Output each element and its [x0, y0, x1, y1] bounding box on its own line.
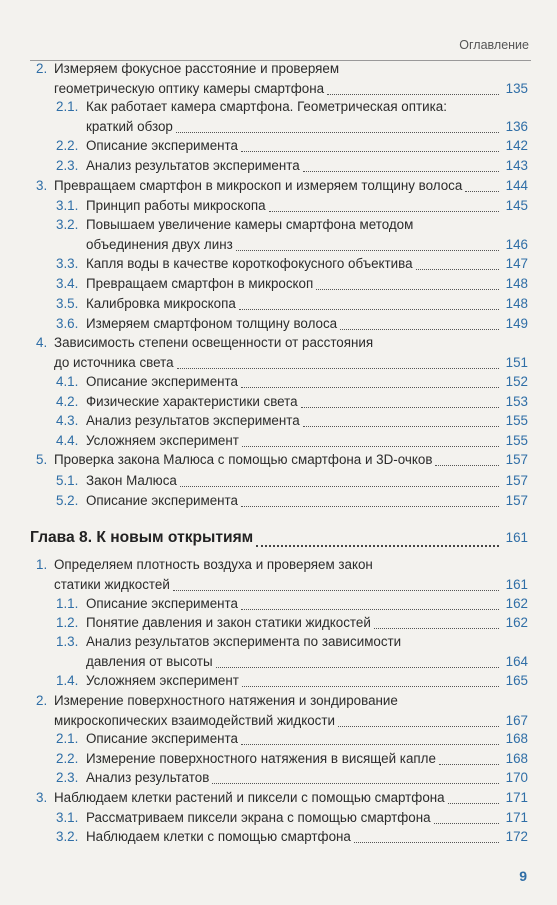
- toc-entry-number: 1.3.: [56, 634, 79, 649]
- toc-entry-title: давления от высоты: [86, 654, 213, 669]
- toc-entry-line[interactable]: [0, 372, 557, 392]
- toc-entry-title: Анализ результатов: [86, 770, 210, 785]
- toc-dot-leader: [327, 94, 499, 95]
- toc-entry-number: 2.3.: [56, 158, 79, 173]
- toc-entry-title: Описание эксперимента: [86, 731, 238, 746]
- toc-entry-number: 3.6.: [56, 316, 79, 331]
- toc-entry-title: Калибровка микроскопа: [86, 296, 236, 311]
- toc-page-number: 155: [505, 433, 528, 448]
- toc-entry-title: Физические характеристики света: [86, 394, 298, 409]
- toc-entry-title: Глава 8. К новым открытиям: [30, 529, 254, 546]
- toc-page-number: 162: [505, 615, 528, 630]
- toc-entry-line[interactable]: [0, 613, 557, 633]
- toc-page-number: 151: [505, 355, 528, 370]
- toc-entry-line[interactable]: [0, 314, 557, 334]
- toc-dot-leader: [239, 309, 499, 310]
- toc-entry-title: Как работает камера смартфона. Геометрическая оптика:: [86, 99, 447, 114]
- toc-entry-number: 3.3.: [56, 256, 79, 271]
- toc-entry-title: Рассматриваем пиксели экрана с помощью смартфона: [86, 810, 431, 825]
- toc-entry-number: 1.2.: [56, 615, 79, 630]
- toc-dot-leader: [176, 132, 499, 133]
- toc-page-number: 153: [505, 394, 528, 409]
- toc-entry-number: 4.: [36, 335, 48, 350]
- toc-page-number: 157: [505, 473, 528, 488]
- toc-dot-leader: [241, 506, 499, 507]
- toc-entry-line[interactable]: [0, 97, 557, 117]
- toc-dot-leader: [303, 426, 499, 427]
- toc-entry-number: 2.1.: [56, 731, 79, 746]
- toc-entry-title: Измерение поверхностного натяжения и зондирование: [54, 693, 398, 708]
- toc-entry-title: объединения двух линз: [86, 237, 233, 252]
- toc-page-number: 161: [505, 577, 528, 592]
- toc-entry-title: Превращаем смартфон в микроскоп и измеряем толщину волоса: [54, 178, 463, 193]
- toc-entry-number: 3.: [36, 178, 48, 193]
- toc-entry-line[interactable]: [0, 431, 557, 451]
- toc-dot-leader: [241, 744, 499, 745]
- toc-entry-line[interactable]: [0, 749, 557, 769]
- toc-entry-line[interactable]: [0, 59, 557, 79]
- toc-page-number: 155: [505, 413, 528, 428]
- toc-entry-line[interactable]: [0, 215, 557, 235]
- toc-entry-number: 2.: [36, 693, 48, 708]
- toc-page-number: 161: [505, 530, 528, 545]
- toc-entry-title: Капля воды в качестве короткофокусного объектива: [86, 256, 413, 271]
- toc-dot-leader: [216, 667, 499, 668]
- toc-entry-title: геометрическую оптику камеры смартфона: [54, 81, 325, 96]
- toc-entry-number: 4.2.: [56, 394, 79, 409]
- toc-entry-number: 2.1.: [56, 99, 79, 114]
- toc-dot-leader: [435, 465, 499, 466]
- toc-dot-leader: [256, 545, 499, 547]
- toc-entry-line[interactable]: [0, 594, 557, 614]
- page-number: 9: [519, 868, 527, 884]
- toc-page-number: 149: [505, 316, 528, 331]
- toc-entry-number: 5.2.: [56, 493, 79, 508]
- toc-entry-line[interactable]: [0, 156, 557, 176]
- toc-page-number: 144: [505, 178, 528, 193]
- toc-entry-title: Усложняем эксперимент: [86, 433, 239, 448]
- toc-entry-title: Наблюдаем клетки растений и пиксели с помощью смартфона: [54, 790, 445, 805]
- toc-page-number: 147: [505, 256, 528, 271]
- toc-entry-line[interactable]: [0, 632, 557, 652]
- toc-entry-line[interactable]: [0, 711, 557, 731]
- toc-entry-line[interactable]: [0, 671, 557, 691]
- toc-page-number: 172: [505, 829, 528, 844]
- toc-entry-title: Описание эксперимента: [86, 374, 238, 389]
- toc-entry-number: 4.4.: [56, 433, 79, 448]
- toc-page-number: 146: [505, 237, 528, 252]
- toc-page-number: 170: [505, 770, 528, 785]
- toc-dot-leader: [434, 823, 499, 824]
- toc-entry-title: Усложняем эксперимент: [86, 673, 239, 688]
- toc-dot-leader: [241, 609, 499, 610]
- toc-dot-leader: [269, 211, 499, 212]
- toc-dot-leader: [354, 842, 499, 843]
- toc-page-number: 152: [505, 374, 528, 389]
- toc-page-number: 162: [505, 596, 528, 611]
- toc-dot-leader: [340, 329, 499, 330]
- toc-entry-line[interactable]: [0, 652, 557, 672]
- toc-entry-line[interactable]: [0, 450, 557, 470]
- toc-entry-line[interactable]: [0, 729, 557, 749]
- toc-entry-number: 1.: [36, 557, 48, 572]
- toc-dot-leader: [448, 803, 499, 804]
- toc-page-number: 167: [505, 713, 528, 728]
- toc-entry-title: Понятие давления и закон статики жидкостей: [86, 615, 371, 630]
- toc-page-number: 145: [505, 198, 528, 213]
- toc-dot-leader: [301, 407, 499, 408]
- toc-entry-number: 3.: [36, 790, 48, 805]
- toc-entry-title: Повышаем увеличение камеры смартфона методом: [86, 217, 414, 232]
- toc-entry-title: Проверка закона Малюса с помощью смартфона и 3D-очков: [54, 452, 433, 467]
- toc-entry-line[interactable]: [0, 827, 557, 847]
- toc-dot-leader: [180, 486, 499, 487]
- toc-entry-title: краткий обзор: [86, 119, 173, 134]
- toc-entry-title: Определяем плотность воздуха и проверяем закон: [54, 557, 373, 572]
- toc-entry-title: Превращаем смартфон в микроскоп: [86, 276, 314, 291]
- toc-dot-leader: [177, 368, 499, 369]
- toc-page-number: 171: [505, 810, 528, 825]
- toc-entry-title: Анализ результатов эксперимента: [86, 413, 300, 428]
- toc-page-number: 168: [505, 731, 528, 746]
- toc-page-number: 157: [505, 493, 528, 508]
- toc-entry-line[interactable]: [0, 136, 557, 156]
- toc-page-number: 157: [505, 452, 528, 467]
- toc-entry-number: 4.1.: [56, 374, 79, 389]
- toc-entry-line[interactable]: [0, 254, 557, 274]
- toc-entry-title: Анализ результатов эксперимента: [86, 158, 300, 173]
- toc-entry-title: микроскопических взаимодействий жидкости: [54, 713, 335, 728]
- toc-entry-number: 2.2.: [56, 751, 79, 766]
- toc-entry-line[interactable]: [0, 808, 557, 828]
- toc-entry-line[interactable]: [0, 235, 557, 255]
- toc-entry-title: Описание эксперимента: [86, 138, 238, 153]
- toc-entry-number: 3.2.: [56, 217, 79, 232]
- toc-page-number: 168: [505, 751, 528, 766]
- toc-dot-leader: [374, 628, 499, 629]
- toc-entry-title: Измеряем фокусное расстояние и проверяем: [54, 61, 340, 76]
- toc-entry-title: Описание эксперимента: [86, 493, 238, 508]
- toc-entry-line[interactable]: [0, 353, 557, 373]
- toc-entry-number: 1.1.: [56, 596, 79, 611]
- toc-entry-line[interactable]: [0, 79, 557, 99]
- toc-entry-line[interactable]: [0, 768, 557, 788]
- toc-entry-number: 3.5.: [56, 296, 79, 311]
- toc-entry-line[interactable]: [0, 274, 557, 294]
- toc-entry-title: Наблюдаем клетки с помощью смартфона: [86, 829, 351, 844]
- running-head: Оглавление: [459, 38, 529, 52]
- toc-entry-line[interactable]: [0, 491, 557, 511]
- toc-entry-number: 4.3.: [56, 413, 79, 428]
- toc-entry-line[interactable]: [0, 117, 557, 137]
- toc-page-number: 148: [505, 296, 528, 311]
- toc-page-number: 136: [505, 119, 528, 134]
- toc-dot-leader: [439, 764, 499, 765]
- toc-entry-title: Анализ результатов эксперимента по зависимости: [86, 634, 402, 649]
- toc-entry-line[interactable]: [0, 691, 557, 711]
- toc-entry-line[interactable]: [0, 411, 557, 431]
- toc-dot-leader: [416, 269, 499, 270]
- toc-entry-line[interactable]: [0, 575, 557, 595]
- toc-entry-line[interactable]: [0, 294, 557, 314]
- toc-dot-leader: [465, 191, 499, 192]
- toc-entry-line[interactable]: [0, 471, 557, 491]
- toc-chapter-heading[interactable]: [0, 528, 557, 548]
- toc-entry-number: 3.4.: [56, 276, 79, 291]
- toc-entry-title: Принцип работы микроскопа: [86, 198, 266, 213]
- toc-dot-leader: [173, 590, 499, 591]
- toc-dot-leader: [303, 171, 499, 172]
- toc-entry-title: Измерение поверхностного натяжения в висящей капле: [86, 751, 436, 766]
- toc-dot-leader: [242, 446, 499, 447]
- toc-entry-line[interactable]: [0, 333, 557, 353]
- toc-entry-title: Закон Малюса: [86, 473, 177, 488]
- toc-entry-line[interactable]: [0, 392, 557, 412]
- toc-dot-leader: [236, 250, 499, 251]
- toc-dot-leader: [338, 726, 499, 727]
- toc-entry-number: 3.1.: [56, 198, 79, 213]
- toc-dot-leader: [242, 686, 499, 687]
- toc-entry-number: 5.: [36, 452, 48, 467]
- toc-entry-title: до источника света: [54, 355, 174, 370]
- toc-entry-number: 2.: [36, 61, 48, 76]
- toc-entry-line[interactable]: [0, 196, 557, 216]
- toc-page-number: 142: [505, 138, 528, 153]
- toc-entry-number: 1.4.: [56, 673, 79, 688]
- toc-entry-number: 3.2.: [56, 829, 79, 844]
- toc-page-number: 165: [505, 673, 528, 688]
- toc-entry-title: Измеряем смартфоном толщину волоса: [86, 316, 338, 331]
- toc-page-number: 135: [505, 81, 528, 96]
- toc-dot-leader: [241, 151, 499, 152]
- toc-entry-line[interactable]: [0, 176, 557, 196]
- toc-dot-leader: [212, 783, 499, 784]
- toc-entry-line[interactable]: [0, 788, 557, 808]
- toc-entry-number: 3.1.: [56, 810, 79, 825]
- toc-dot-leader: [241, 387, 499, 388]
- toc-entry-title: Описание эксперимента: [86, 596, 238, 611]
- toc-entry-title: статики жидкостей: [54, 577, 170, 592]
- toc-page-number: 143: [505, 158, 528, 173]
- toc-page-number: 164: [505, 654, 528, 669]
- toc-entry-line[interactable]: [0, 555, 557, 575]
- toc-entry-number: 2.2.: [56, 138, 79, 153]
- toc-dot-leader: [316, 289, 499, 290]
- toc-entry-number: 5.1.: [56, 473, 79, 488]
- toc-entry-title: Зависимость степени освещенности от расстояния: [54, 335, 374, 350]
- toc-page-number: 171: [505, 790, 528, 805]
- toc-page-number: 148: [505, 276, 528, 291]
- toc-entry-number: 2.3.: [56, 770, 79, 785]
